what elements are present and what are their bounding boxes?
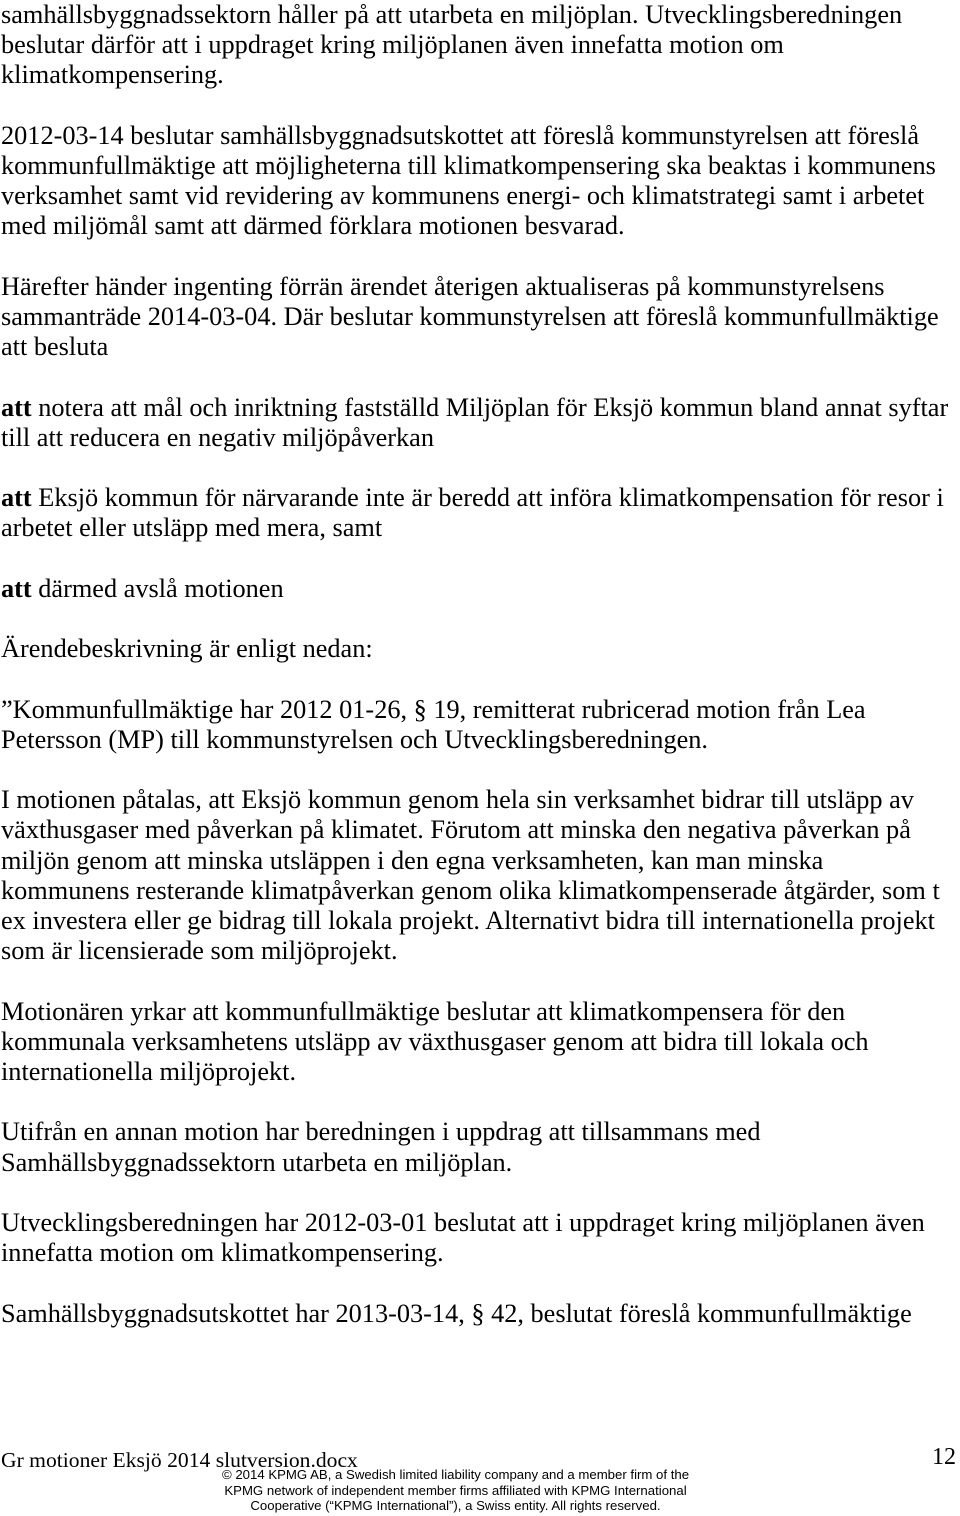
decision-keyword: att xyxy=(1,573,32,603)
text-line: kommunens resterande klimatpåverkan genom olika klimatkompenserade åtgärder, som t xyxy=(1,875,940,905)
text-line: Utifrån en annan motion har beredningen i uppdrag att tillsammans med xyxy=(1,1117,761,1147)
decision-keyword: att xyxy=(1,392,32,422)
document-body xyxy=(1,0,948,1359)
decision-keyword: att xyxy=(1,483,32,513)
decision-text: därmed avslå motionen xyxy=(38,573,284,603)
text-line: Utvecklingsberedningen har 2012-03-01 beslutat att i uppdraget kring miljöplanen även xyxy=(1,1207,925,1237)
copyright-line: © 2014 KPMG AB, a Swedish limited liability company and a member firm of the xyxy=(221,1467,690,1482)
text-line: internationella miljöprojekt. xyxy=(1,1056,297,1086)
text-line: Petersson (MP) till kommunstyrelsen och Utvecklingsberedningen. xyxy=(1,724,708,754)
text-line: samhällsbyggnadssektorn håller på att utarbeta en miljöplan. Utvecklingsberedningen xyxy=(1,0,903,29)
text-line: till att reducera en negativ miljöpåverkan xyxy=(1,422,434,452)
paragraph-case-description-heading xyxy=(1,634,948,664)
text-line: Samhällsbyggnadssektorn utarbeta en miljöplan. xyxy=(1,1147,513,1177)
paragraph-motion-summary xyxy=(1,785,948,966)
text-line: med miljömål samt att därmed förklara motionen besvarad. xyxy=(1,211,625,241)
text-line: som är licensierade som miljöprojekt. xyxy=(1,936,398,966)
text-line: arbetet eller utsläpp med mera, samt xyxy=(1,513,383,543)
text-line: att besluta xyxy=(1,332,109,362)
paragraph-motion-referral xyxy=(1,695,948,755)
paragraph-development-committee-decision xyxy=(1,1208,948,1268)
decision-item-1 xyxy=(1,393,948,453)
text-line: Motionären yrkar att kommunfullmäktige beslutar att klimatkompensera för den xyxy=(1,996,846,1026)
paragraph-motion-request xyxy=(1,997,948,1088)
text-line: miljön genom att minska utsläppen i den egna verksamheten, kan man minska xyxy=(1,845,824,875)
decision-item-3 xyxy=(1,574,948,604)
footer-filename: Gr motioner Eksjö 2014 slutversion.docx xyxy=(1,1448,358,1472)
decision-item-2 xyxy=(1,483,948,543)
text-line: verksamhet samt vid revidering av kommunens energi- och klimatstrategi samt i arbetet xyxy=(1,181,925,211)
paragraph-committee-decision-2012 xyxy=(1,121,948,242)
text-line: kommunala verksamhetens utsläpp av växthusgaser genom att bidra till lokala och xyxy=(1,1026,869,1056)
text-line: Ärendebeskrivning är enligt nedan: xyxy=(1,634,373,664)
text-line xyxy=(1,393,948,423)
text-line: ”Kommunfullmäktige har 2012 01-26, § 19, remitterat rubricerad motion från Lea xyxy=(1,694,866,724)
text-line: växthusgaser med påverkan på klimatet. Förutom att minska den negativa påverkan på xyxy=(1,815,911,845)
text-line: klimatkompensering. xyxy=(1,60,224,90)
decision-text: Eksjö kommun för närvarande inte är beredd att införa klimatkompensation för resor i xyxy=(38,483,944,513)
paragraph-committee-decision-2013 xyxy=(1,1299,948,1329)
text-line: sammanträde 2014-03-04. Där beslutar kommunstyrelsen att föreslå kommunfullmäktige xyxy=(1,302,939,331)
footer-copyright xyxy=(0,1467,911,1514)
text-line: innefatta motion om klimatkompensering. xyxy=(1,1238,444,1268)
text-line: beslutar därför att i uppdraget kring miljöplanen även innefatta motion om xyxy=(1,30,784,60)
text-line xyxy=(1,574,948,604)
decision-text: notera att mål och inriktning fastställd Miljöplan för Eksjö kommun bland annat syftar xyxy=(38,392,949,422)
paragraph-environment-plan-intro xyxy=(1,0,948,91)
text-line: Samhällsbyggnadsutskottet har 2013-03-14, § 42, beslutat föreslå kommunfullmäktige xyxy=(1,1298,912,1328)
copyright-line: KPMG network of independent member firms affiliated with KPMG International xyxy=(224,1482,687,1498)
text-line xyxy=(1,483,948,513)
copyright-line: Cooperative (“KPMG International”), a Swiss entity. All rights reserved. xyxy=(250,1498,661,1513)
page-number: 12 xyxy=(932,1444,956,1470)
paragraph-board-meeting-2014 xyxy=(1,272,948,363)
text-line: I motionen påtalas, att Eksjö kommun genom hela sin verksamhet bidrar till utsläpp av xyxy=(1,785,914,815)
paragraph-other-motion xyxy=(1,1117,948,1177)
text-line: ex investera eller ge bidrag till lokala projekt. Alternativt bidra till internationella projekt xyxy=(1,905,935,935)
text-line: 2012-03-14 beslutar samhällsbyggnadsutskottet att föreslå kommunstyrelsen att föreslå xyxy=(1,120,920,150)
text-line: Härefter händer ingenting förrän ärendet återigen aktualiseras på kommunstyrelsens xyxy=(1,271,885,301)
text-line: kommunfullmäktige att möjligheterna till klimatkompensering ska beaktas i kommunens xyxy=(1,151,936,180)
